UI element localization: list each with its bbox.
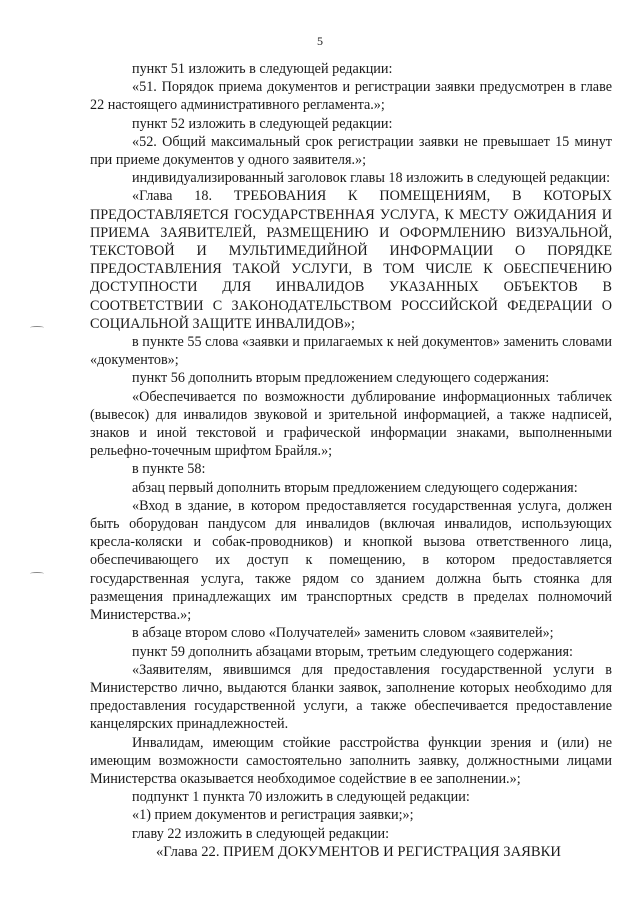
paragraph: пункт 52 изложить в следующей редакции:	[132, 115, 393, 132]
paragraph: «Вход в здание, в котором предоставляется государственная услуга, должен быть оборудован пандусом для инвалидов (включая инвалидов, использующих кресла-коляски и собак-проводников) и кнопкой вызова ответственного лица, обеспечивающего их доступ к помещению, в котором предоставляется государственная услуга, также рядом со зданием должна быть стоянка для размещения принадлежащих им транспортных средств в пределах полномочий Министерства.»;	[90, 497, 612, 624]
paragraph: индивидуализированный заголовок главы 18 изложить в следующей редакции:	[132, 170, 611, 187]
paragraph: Инвалидам, имеющим стойкие расстройства функции зрения и (или) не имеющим возможности самостоятельно заполнить заявку, должностными лицами Министерства оказывается необходимое содействие в ее заполнении.»;	[90, 734, 612, 787]
paragraph: «51. Порядок приема документов и регистрации заявки предусмотрен в главе 22 настоящего административного регламента.»;	[90, 79, 612, 114]
paragraph: абзац первый дополнить вторым предложением следующего содержания:	[132, 479, 578, 496]
margin-mark	[30, 326, 44, 329]
paragraph: пункт 51 изложить в следующей редакции:	[132, 61, 393, 77]
paragraph: «1) прием документов и регистрация заявки;»;	[132, 807, 414, 824]
paragraph: пункт 59 дополнить абзацами вторым, третьим следующего содержания:	[132, 643, 573, 660]
page-number: 5	[317, 34, 323, 48]
paragraph: в пункте 58:	[132, 461, 206, 478]
paragraph: «52. Общий максимальный срок регистрации заявки не превышает 15 минут при приеме документов у одного заявителя.»;	[90, 133, 612, 169]
paragraph: «Заявителям, явившимся для предоставления государственной услуги в Министерство лично, выдаются бланки заявок, заполнение которых необходимо для предоставления государственной услуги, а также обеспечивается предоставление канцелярских принадлежностей.	[90, 661, 612, 733]
document-body	[90, 60, 612, 861]
chapter-22-title: «Глава 22. ПРИЕМ ДОКУМЕНТОВ И РЕГИСТРАЦИЯ ЗАЯВКИ	[156, 843, 561, 860]
paragraph: подпункт 1 пункта 70 изложить в следующей редакции:	[132, 789, 470, 806]
paragraph: «Обеспечивается по возможности дублирование информационных табличек (вывесок) для инвалидов звуковой и зрительной информацией, а также надписей, знаков и иной текстовой и графической информации знаками, выполненными рельефно-точечным шрифтом Брайля.»;	[90, 388, 612, 460]
paragraph: пункт 56 дополнить вторым предложением следующего содержания:	[132, 370, 550, 387]
chapter-18-title: «Глава 18. ТРЕБОВАНИЯ К ПОМЕЩЕНИЯМ, В КОТОРЫХ ПРЕДОСТАВЛЯЕТСЯ ГОСУДАРСТВЕННАЯ УСЛУГА, К МЕСТУ ОЖИДАНИЯ И ПРИЕМА ЗАЯВИТЕЛЕЙ, РАЗМЕЩЕНИЮ И ОФОРМЛЕНИЮ ВИЗУАЛЬНОЙ, ТЕКСТОВОЙ И МУЛЬТИМЕДИЙНОЙ ИНФОРМАЦИИ О ПОРЯДКЕ ПРЕДОСТАВЛЕНИЯ ТАКОЙ УСЛУГИ, В ТОМ ЧИСЛЕ К ОБЕСПЕЧЕНИЮ ДОСТУПНОСТИ ДЛЯ ИНВАЛИДОВ УКАЗАННЫХ ОБЪЕКТОВ В СООТВЕТСТВИИ С ЗАКОНОДАТЕЛЬСТВОМ РОССИЙСКОЙ ФЕДЕРАЦИИ О СОЦИАЛЬНОЙ ЗАЩИТЕ ИНВАЛИДОВ»;	[90, 188, 612, 332]
paragraph: главу 22 изложить в следующей редакции:	[132, 825, 390, 842]
paragraph: в абзаце втором слово «Получателей» заменить словом «заявителей»;	[132, 625, 554, 642]
paragraph: в пункте 55 слова «заявки и прилагаемых к ней документов» заменить словами «документов»;	[90, 334, 612, 369]
margin-mark	[30, 572, 44, 575]
